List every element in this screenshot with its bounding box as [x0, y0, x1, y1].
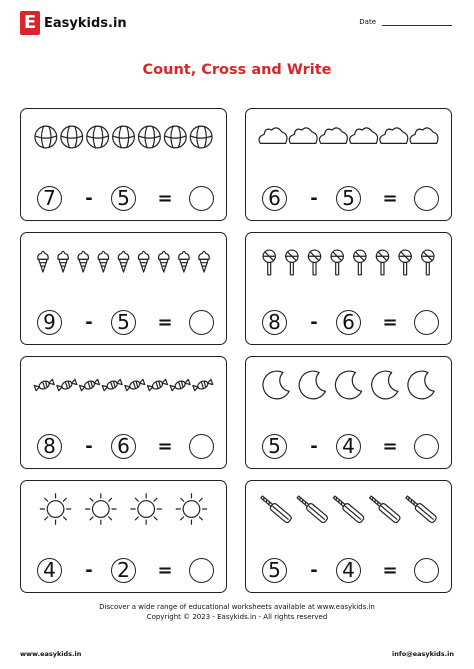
subtrahend-number: 5	[111, 310, 136, 335]
cricket-bat-icon[interactable]	[259, 494, 292, 524]
answer-circle[interactable]	[414, 434, 439, 459]
date-write-line[interactable]	[382, 19, 452, 26]
worksheet-title: Count, Cross and Write	[142, 62, 332, 78]
footer-email: info@easykids.in	[392, 650, 454, 658]
footer-website: www.easykids.in	[20, 650, 82, 658]
candy-icon[interactable]	[193, 379, 213, 390]
object-row	[246, 487, 451, 535]
ice-cream-cone-icon[interactable]	[138, 251, 148, 272]
cloud-icon[interactable]	[259, 128, 287, 143]
lollipop-icon[interactable]	[422, 250, 434, 275]
minus-sign: -	[85, 312, 93, 333]
equals-sign: =	[157, 560, 173, 581]
object-row	[21, 239, 226, 287]
beach-ball-icon[interactable]	[164, 126, 186, 148]
subtrahend-number: 6	[111, 434, 136, 459]
footer	[0, 602, 474, 622]
equation-row	[246, 556, 451, 586]
equation-row	[246, 308, 451, 338]
ice-cream-cone-icon[interactable]	[179, 251, 189, 272]
crescent-moon-icon[interactable]	[408, 371, 434, 399]
subtrahend-number: 5	[336, 186, 361, 211]
date-field	[359, 18, 452, 26]
equation-row	[246, 432, 451, 462]
minus-sign: -	[85, 436, 93, 457]
equals-sign: =	[382, 188, 398, 209]
lollipop-icon[interactable]	[286, 250, 298, 275]
minus-sign: -	[310, 312, 318, 333]
answer-circle[interactable]	[189, 310, 214, 335]
object-row	[246, 363, 451, 411]
minus-sign: -	[310, 188, 318, 209]
subtrahend-number: 4	[336, 434, 361, 459]
equation-row	[21, 184, 226, 214]
header	[20, 10, 460, 40]
exercise-card	[245, 480, 452, 593]
object-row	[21, 487, 226, 535]
minuend-number: 7	[37, 186, 62, 211]
ice-cream-cone-icon[interactable]	[159, 251, 169, 272]
cloud-icon[interactable]	[380, 128, 408, 143]
cloud-icon[interactable]	[289, 128, 317, 143]
answer-circle[interactable]	[189, 186, 214, 211]
equals-sign: =	[157, 312, 173, 333]
sun-icon[interactable]	[40, 494, 71, 525]
equals-sign: =	[157, 436, 173, 457]
exercise-card	[245, 356, 452, 469]
minus-sign: -	[85, 560, 93, 581]
exercise-card	[245, 108, 452, 221]
equals-sign: =	[382, 436, 398, 457]
sun-icon[interactable]	[86, 494, 117, 525]
candy-icon[interactable]	[102, 379, 122, 390]
answer-circle[interactable]	[189, 434, 214, 459]
object-row	[21, 115, 226, 163]
lollipop-icon[interactable]	[399, 250, 411, 275]
minuend-number: 9	[37, 310, 62, 335]
lollipop-icon[interactable]	[308, 250, 320, 275]
ice-cream-cone-icon[interactable]	[38, 251, 48, 272]
exercise-card	[20, 480, 227, 593]
minuend-number: 8	[262, 310, 287, 335]
subtrahend-number: 6	[336, 310, 361, 335]
beach-ball-icon[interactable]	[61, 126, 83, 148]
exercise-card	[245, 232, 452, 345]
footer-line-1: Discover a wide range of educational worksheets available at www.easykids.in	[99, 603, 375, 611]
ice-cream-cone-icon[interactable]	[118, 251, 128, 272]
exercise-card	[20, 108, 227, 221]
beach-ball-icon[interactable]	[139, 126, 161, 148]
subtrahend-number: 2	[111, 558, 136, 583]
lollipop-icon[interactable]	[263, 250, 275, 275]
minus-sign: -	[85, 188, 93, 209]
cricket-bat-icon[interactable]	[295, 494, 328, 524]
candy-icon[interactable]	[57, 379, 77, 390]
candy-icon[interactable]	[125, 379, 145, 390]
lollipop-icon[interactable]	[376, 250, 388, 275]
equation-row	[21, 432, 226, 462]
crescent-moon-icon[interactable]	[299, 371, 325, 399]
minuend-number: 8	[37, 434, 62, 459]
object-row	[21, 363, 226, 411]
beach-ball-icon[interactable]	[113, 126, 135, 148]
beach-ball-icon[interactable]	[35, 126, 57, 148]
minuend-number: 5	[262, 434, 287, 459]
equation-row	[21, 308, 226, 338]
sun-icon[interactable]	[176, 494, 207, 525]
cricket-bat-icon[interactable]	[404, 494, 437, 524]
candy-icon[interactable]	[34, 379, 54, 390]
ice-cream-cone-icon[interactable]	[98, 251, 108, 272]
candy-icon[interactable]	[147, 379, 167, 390]
cloud-icon[interactable]	[410, 128, 438, 143]
beach-ball-icon[interactable]	[87, 126, 109, 148]
object-row	[246, 239, 451, 287]
exercise-card	[20, 232, 227, 345]
equals-sign: =	[382, 312, 398, 333]
exercise-card	[20, 356, 227, 469]
answer-circle[interactable]	[414, 558, 439, 583]
equals-sign: =	[157, 188, 173, 209]
lollipop-icon[interactable]	[331, 250, 343, 275]
logo	[20, 10, 127, 36]
subtrahend-number: 4	[336, 558, 361, 583]
object-row	[246, 115, 451, 163]
ice-cream-cone-icon[interactable]	[199, 251, 209, 272]
sun-icon[interactable]	[131, 494, 162, 525]
candy-icon[interactable]	[170, 379, 190, 390]
beach-ball-icon[interactable]	[190, 126, 212, 148]
ice-cream-cone-icon[interactable]	[78, 251, 88, 272]
cricket-bat-icon[interactable]	[332, 494, 365, 524]
crescent-moon-icon[interactable]	[372, 371, 398, 399]
logo-text: Easykids.in	[44, 15, 127, 31]
footer-line-2: Copyright © 2023 - Easykids.in - All rights reserved	[146, 613, 328, 621]
footer-bottom	[20, 650, 454, 658]
answer-circle[interactable]	[189, 558, 214, 583]
ice-cream-cone-icon[interactable]	[58, 251, 68, 272]
minuend-number: 4	[37, 558, 62, 583]
minuend-number: 6	[262, 186, 287, 211]
equals-sign: =	[382, 560, 398, 581]
logo-badge: E	[20, 11, 40, 35]
minuend-number: 5	[262, 558, 287, 583]
crescent-moon-icon[interactable]	[263, 371, 289, 399]
answer-circle[interactable]	[414, 186, 439, 211]
equation-row	[21, 556, 226, 586]
cloud-icon[interactable]	[350, 128, 378, 143]
crescent-moon-icon[interactable]	[335, 371, 361, 399]
lollipop-icon[interactable]	[354, 250, 366, 275]
candy-icon[interactable]	[80, 379, 100, 390]
subtrahend-number: 5	[111, 186, 136, 211]
minus-sign: -	[310, 560, 318, 581]
date-label: Date	[359, 18, 376, 26]
minus-sign: -	[310, 436, 318, 457]
cricket-bat-icon[interactable]	[368, 494, 401, 524]
answer-circle[interactable]	[414, 310, 439, 335]
cloud-icon[interactable]	[319, 128, 347, 143]
equation-row	[246, 184, 451, 214]
